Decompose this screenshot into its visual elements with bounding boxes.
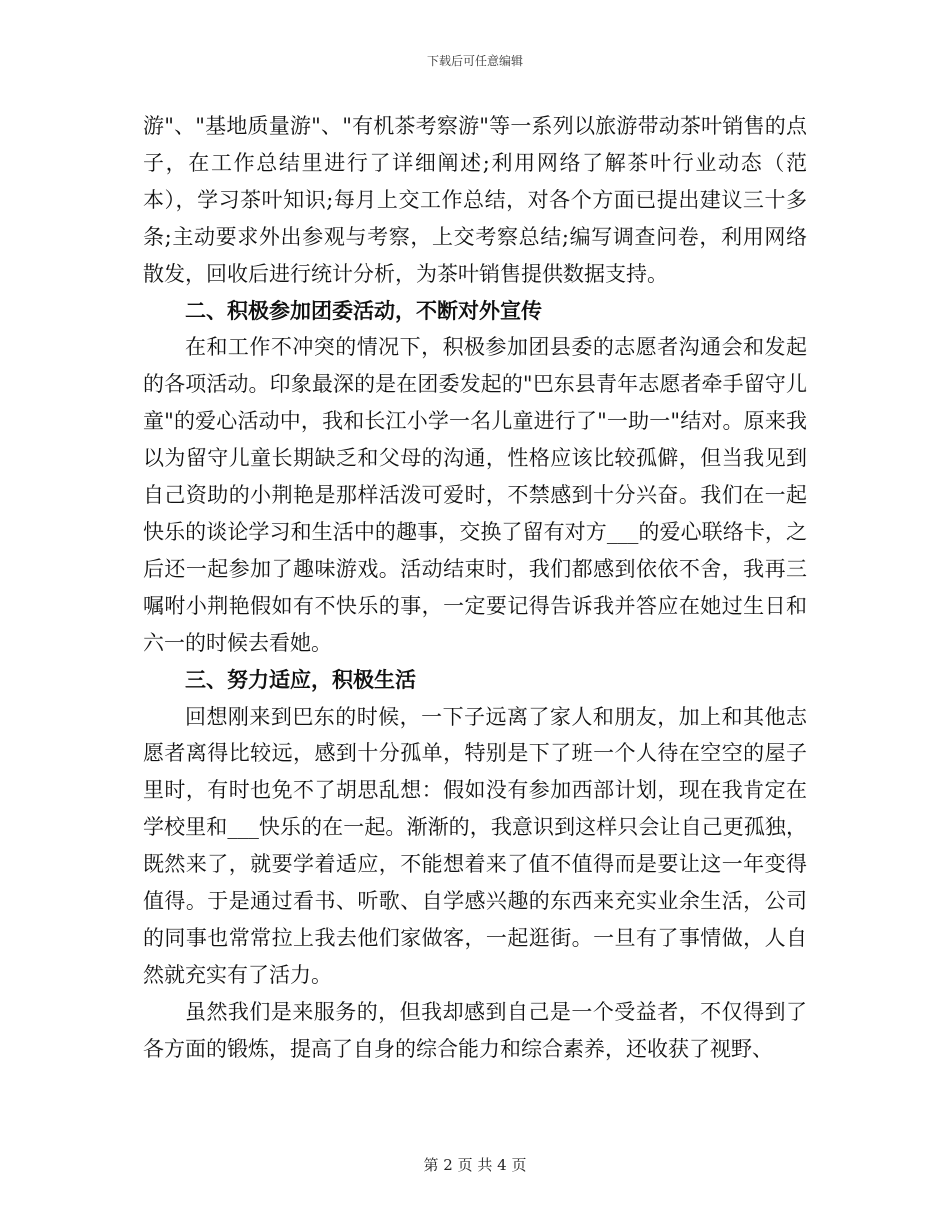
paragraph-3: 回想刚来到巴东的时候，一下子远离了家人和朋友，加上和其他志愿者离得比较远，感到十分孤单，特别是下了班一个人待在空空的屋子里时，有时也免不了胡思乱想：假如没有参加西部计划，现在我肯定在学校里和___快乐的在一起。渐渐的，我意识到这样只会让自己更孤独，既然来了，就要学着适应，不能想着来了值不值得而是要让这一年变得值得。于是通过看书、听歌、自学感兴趣的东西来充实业余生活，公司的同事也常常拉上我去他们家做客，一起逛街。一旦有了事情做，人自然就充实有了活力。	[143, 704, 807, 987]
paragraph-1: 游"、"基地质量游"、"有机茶考察游"等一系列以旅游带动茶叶销售的点子，在工作总结里进行了详细阐述;利用网络了解茶叶行业动态（范本），学习茶叶知识;每月上交工作总结，对各个方面已提出建议三十多条;主动要求外出参观与考察，上交考察总结;编写调查问卷，利用网络散发，回收后进行统计分析，为茶叶销售提供数据支持。	[143, 114, 807, 286]
document-body	[143, 108, 807, 1068]
section-heading-3: 三、努力适应，积极生活	[185, 667, 416, 692]
page-header: 下载后可任意编辑	[426, 54, 523, 68]
paragraph-4: 虽然我们是来服务的，但我却感到自己是一个受益者，不仅得到了各方面的锻炼，提高了自身的综合能力和综合素养，还收获了视野、	[143, 999, 807, 1061]
paragraph-2: 在和工作不冲突的情况下，积极参加团县委的志愿者沟通会和发起的各项活动。印象最深的是在团委发起的"巴东县青年志愿者牵手留守儿童"的爱心活动中，我和长江小学一名儿童进行了"一助一"结对。原来我以为留守儿童长期缺乏和父母的沟通，性格应该比较孤僻，但当我见到自己资助的小荆艳是那样活泼可爱时，不禁感到十分兴奋。我们在一起快乐的谈论学习和生活中的趣事，交换了留有对方___的爱心联络卡，之后还一起参加了趣味游戏。活动结束时，我们都感到依依不舍，我再三嘱咐小荆艳假如有不快乐的事，一定要记得告诉我并答应在她过生日和六一的时候去看她。	[143, 335, 807, 655]
page-number: 第 2 页 共 4 页	[423, 1156, 527, 1174]
section-heading-2: 二、积极参加团委活动，不断对外宣传	[185, 298, 542, 323]
